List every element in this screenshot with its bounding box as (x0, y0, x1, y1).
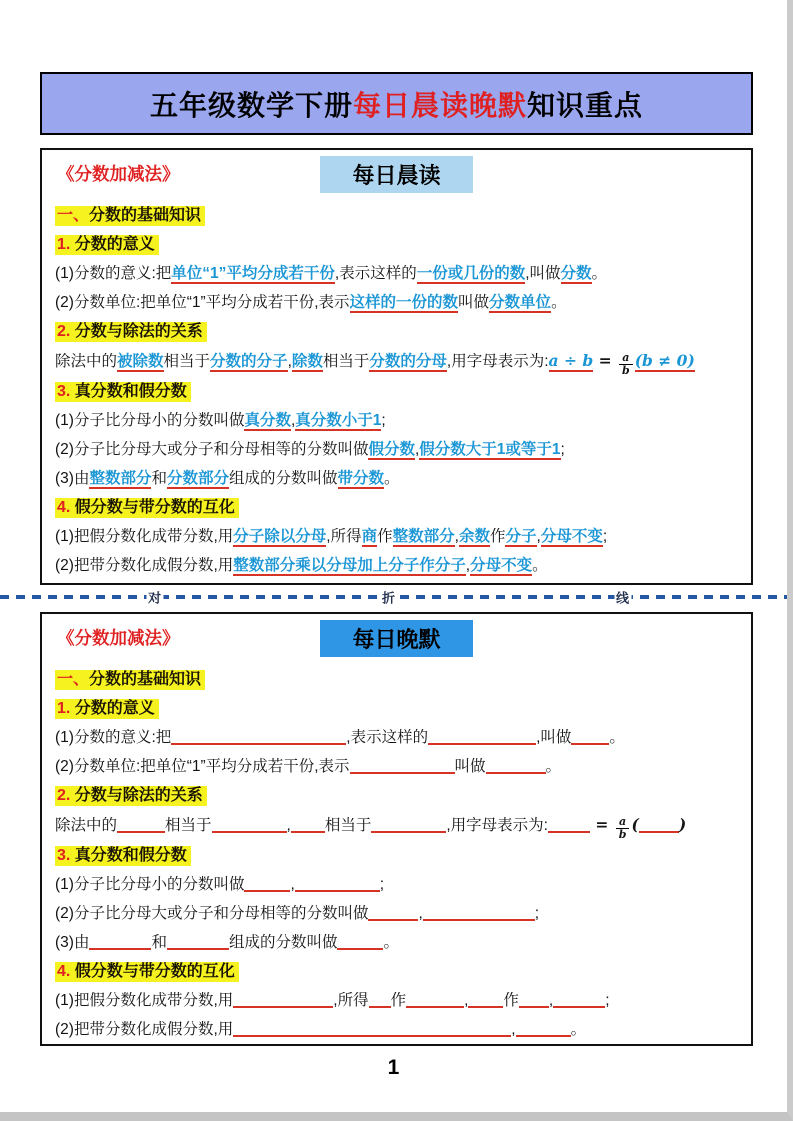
fraction: $\frac{a}{b}$ (616, 816, 630, 841)
heading-text: 分数与除法的关系 (74, 323, 203, 340)
heading (55, 665, 738, 694)
keyword-segment: 假分数大于1或等于1 (419, 441, 561, 459)
text-segment: (2)把带分数化成假分数,用 (55, 1021, 234, 1039)
keyword-segment: 分数的分母 (369, 353, 447, 370)
blank-line (291, 819, 325, 833)
heading-highlight (55, 322, 207, 342)
blank-line (423, 907, 535, 921)
heading-number: 4. (57, 499, 75, 517)
keyword-segment: 商 (361, 528, 378, 546)
text-segment: (2)分子比分母大或分子和分母相等的分数叫做 (55, 905, 369, 923)
blank-line (516, 1023, 571, 1037)
text-segment: ,叫做 (536, 729, 572, 746)
keyword-segment: 分子 (505, 528, 537, 546)
heading-highlight (55, 962, 239, 982)
heading-number: 3. (57, 847, 75, 865)
text-segment: 作 (390, 992, 407, 1010)
blank-line (244, 878, 290, 892)
heading-number: 一、 (57, 671, 90, 688)
text-segment: 。 (570, 1021, 587, 1039)
text-segment: ; (534, 905, 540, 923)
text-segment: ,所得 (333, 992, 369, 1010)
keyword-segment: 整数部分乘以分母加上分子作分子 (233, 557, 466, 575)
evening-panel-header (55, 619, 738, 657)
morning-panel-header (55, 155, 738, 193)
text-segment: = (593, 351, 617, 370)
heading-text: 分数与除法的关系 (74, 787, 203, 804)
text-segment: (2)把带分数化成假分数,用 (55, 557, 234, 575)
blank-line (212, 819, 287, 833)
heading (55, 781, 738, 810)
text-segment: (1)分数的意义:把 (55, 265, 172, 282)
heading-highlight (55, 382, 191, 402)
heading-number: 1. (57, 700, 75, 717)
text-segment: (2)分数单位:把单位“1”平均分成若干份,表示 (55, 758, 350, 775)
keyword-segment: 被除数 (117, 353, 164, 370)
blank-line (233, 1023, 511, 1037)
blank-line (371, 819, 446, 833)
blank-line (167, 936, 229, 950)
heading-number: 1. (57, 236, 75, 253)
text-segment: , (548, 992, 554, 1010)
heading (55, 694, 738, 723)
content-line (55, 752, 738, 781)
blank-line (553, 994, 605, 1008)
keyword-segment: 分数部分 (166, 470, 229, 488)
blank-line (350, 760, 455, 774)
text-segment: , (465, 557, 471, 575)
text-segment: 作 (503, 992, 519, 1010)
title-part: 每日晨读晚默 (352, 89, 527, 121)
text-segment: 。 (609, 729, 625, 746)
blank-line (117, 819, 165, 833)
blank-line (337, 936, 383, 950)
keyword-segment: 分母不变 (470, 557, 533, 575)
heading-text: 假分数与带分数的互化 (74, 963, 235, 981)
fold-label: 折 (380, 588, 397, 607)
text-segment: (1)把假分数化成带分数,用 (55, 528, 234, 546)
fold-label: 线 (614, 588, 631, 607)
text-segment: 叫做 (454, 758, 486, 775)
fold-label: 对 (146, 588, 163, 607)
evening-recite-panel (40, 612, 753, 1046)
keyword-segment: 真分数小于1 (295, 412, 382, 430)
text-segment: 。 (591, 265, 608, 282)
blank-line (468, 994, 503, 1008)
text-segment: 除法中的 (55, 353, 118, 370)
text-segment: 组成的分数叫做 (228, 934, 338, 952)
heading-highlight (55, 235, 159, 255)
heading (55, 377, 738, 406)
heading-text: 真分数和假分数 (74, 383, 187, 401)
text-segment: ; (560, 441, 565, 459)
text-segment: 和 (151, 470, 167, 488)
text-segment: , (286, 817, 291, 834)
text-segment: ,所得 (326, 528, 362, 546)
heading-highlight (55, 846, 191, 866)
text-segment: (1)分子比分母小的分数叫做 (55, 876, 245, 894)
text-segment: , (418, 905, 423, 923)
text-segment: 作 (489, 528, 506, 546)
keyword-segment: (b ≠ 0) (634, 351, 695, 370)
keyword-segment: 分数的分子 (210, 353, 288, 370)
heading-number: 4. (57, 963, 75, 981)
text-segment: (2)分子比分母大或分子和分母相等的分数叫做 (55, 441, 369, 459)
keyword-segment: 这样的一份的数 (349, 294, 459, 311)
text-segment: 相当于 (322, 353, 370, 370)
fraction: $\frac{a}{b}$ (619, 352, 633, 377)
heading (55, 201, 738, 230)
blank-line (369, 994, 391, 1008)
content-line (55, 723, 738, 752)
text-segment: 组成的分数叫做 (229, 470, 338, 488)
text-segment: , (290, 876, 295, 894)
heading-text: 真分数和假分数 (74, 847, 187, 865)
morning-reading-panel (40, 148, 753, 585)
keyword-segment: 单位“1”平均分成若干份 (171, 265, 335, 282)
content-line (55, 1015, 738, 1044)
keyword-segment: a ÷ b (548, 351, 594, 370)
text-segment: ) (678, 815, 687, 834)
text-segment: , (511, 1021, 516, 1039)
text-segment: 除法中的 (55, 817, 118, 834)
text-segment: , (464, 992, 469, 1010)
keyword-segment: 分数 (560, 265, 592, 282)
content-line (55, 928, 738, 957)
text-segment: (1)分子比分母小的分数叫做 (55, 412, 245, 430)
text-segment: 。 (384, 470, 400, 488)
heading (55, 493, 738, 522)
keyword-segment: 整数部分 (392, 528, 455, 546)
text-segment: 。 (545, 758, 562, 775)
text-segment: (3)由 (55, 934, 90, 952)
text-segment: ,用字母表示为: (446, 817, 548, 834)
content-line (55, 551, 738, 580)
text-segment: (2)分数单位:把单位“1”平均分成若干份,表示 (55, 294, 350, 311)
text-segment: , (536, 528, 541, 546)
text-segment: 和 (151, 934, 167, 952)
content-line (55, 870, 738, 899)
text-segment: ,叫做 (525, 265, 561, 282)
text-segment: (1)把假分数化成带分数,用 (55, 992, 234, 1010)
keyword-segment: 分母不变 (540, 528, 603, 546)
keyword-segment: 一份或几份的数 (416, 265, 526, 282)
keyword-segment: 带分数 (337, 470, 385, 488)
content-line (55, 259, 738, 288)
keyword-segment: 除数 (291, 353, 323, 370)
content-line (55, 464, 738, 493)
heading-text: 分数的意义 (74, 236, 155, 253)
text-segment: ; (605, 992, 610, 1010)
heading-number: 2. (57, 323, 75, 340)
heading-number: 2. (57, 787, 75, 804)
text-segment: 。 (383, 934, 399, 952)
heading (55, 841, 738, 870)
content-line (55, 346, 738, 377)
content-line (55, 435, 738, 464)
keyword-segment: 分子除以分母 (233, 528, 327, 546)
blank-line (639, 819, 679, 833)
heading-number: 3. (57, 383, 75, 401)
content-line (55, 522, 738, 551)
text-segment: ; (381, 412, 386, 430)
heading-highlight (55, 786, 207, 806)
text-segment: 叫做 (458, 294, 490, 311)
heading (55, 317, 738, 346)
text-segment: ; (379, 876, 385, 894)
text-segment: , (454, 528, 459, 546)
text-segment: ,用字母表示为: (446, 353, 549, 370)
heading-highlight (55, 498, 239, 518)
text-segment: , (290, 412, 296, 430)
keyword-segment: 整数部分 (89, 470, 152, 488)
page-title (40, 72, 753, 135)
heading-text: 分数的基础知识 (89, 207, 202, 224)
text-segment: = (589, 815, 614, 834)
blank-line (486, 760, 546, 774)
heading-text: 分数的基础知识 (89, 671, 202, 688)
blank-line (233, 994, 333, 1008)
unit-tag: 《分数加减法》 (57, 628, 180, 648)
heading-highlight (55, 670, 205, 690)
blank-line (428, 731, 536, 745)
blank-line (89, 936, 151, 950)
text-segment: 。 (551, 294, 567, 311)
text-segment: 。 (532, 557, 548, 575)
text-segment: , (287, 353, 292, 370)
text-segment: ( (631, 815, 639, 834)
keyword-segment: 分数单位 (489, 294, 552, 311)
keyword-segment: 余数 (458, 528, 490, 546)
blank-line (295, 878, 380, 892)
morning-content (55, 201, 738, 580)
content-line (55, 406, 738, 435)
blank-line (519, 994, 549, 1008)
title-part: 五年级数学下册 (149, 89, 353, 121)
text-segment: ; (602, 528, 608, 546)
text-segment: ,表示这样的 (334, 265, 417, 282)
content-line (55, 810, 738, 841)
heading-number: 一、 (57, 207, 90, 224)
text-segment: ,表示这样的 (346, 729, 429, 746)
heading (55, 957, 738, 986)
blank-line (406, 994, 464, 1008)
blank-line (368, 907, 418, 921)
blank-line (171, 731, 346, 745)
title-part: 知识重点 (527, 89, 644, 121)
heading-text: 分数的意义 (74, 700, 155, 717)
text-segment: (1)分数的意义:把 (55, 729, 172, 746)
evening-banner: 每日晚默 (320, 620, 472, 657)
heading-highlight (55, 699, 159, 719)
evening-content (55, 665, 738, 1044)
content-line (55, 899, 738, 928)
keyword-segment: 假分数 (368, 441, 415, 459)
text-segment: 相当于 (163, 353, 211, 370)
blank-line (571, 731, 609, 745)
text-segment: 相当于 (165, 817, 212, 834)
heading-highlight (55, 206, 205, 226)
keyword-segment: 真分数 (244, 412, 291, 430)
text-segment: 相当于 (324, 817, 372, 834)
heading-text: 假分数与带分数的互化 (74, 499, 235, 517)
text-segment: 作 (377, 528, 393, 546)
unit-tag: 《分数加减法》 (57, 164, 180, 184)
content-line (55, 288, 738, 317)
text-segment: (3)由 (55, 470, 90, 488)
content-line (55, 986, 738, 1015)
page-number: 1 (387, 1056, 400, 1079)
morning-banner: 每日晨读 (320, 156, 472, 193)
blank-line (548, 819, 590, 833)
heading (55, 230, 738, 259)
fold-line-divider (0, 590, 793, 606)
text-segment: , (414, 441, 420, 459)
